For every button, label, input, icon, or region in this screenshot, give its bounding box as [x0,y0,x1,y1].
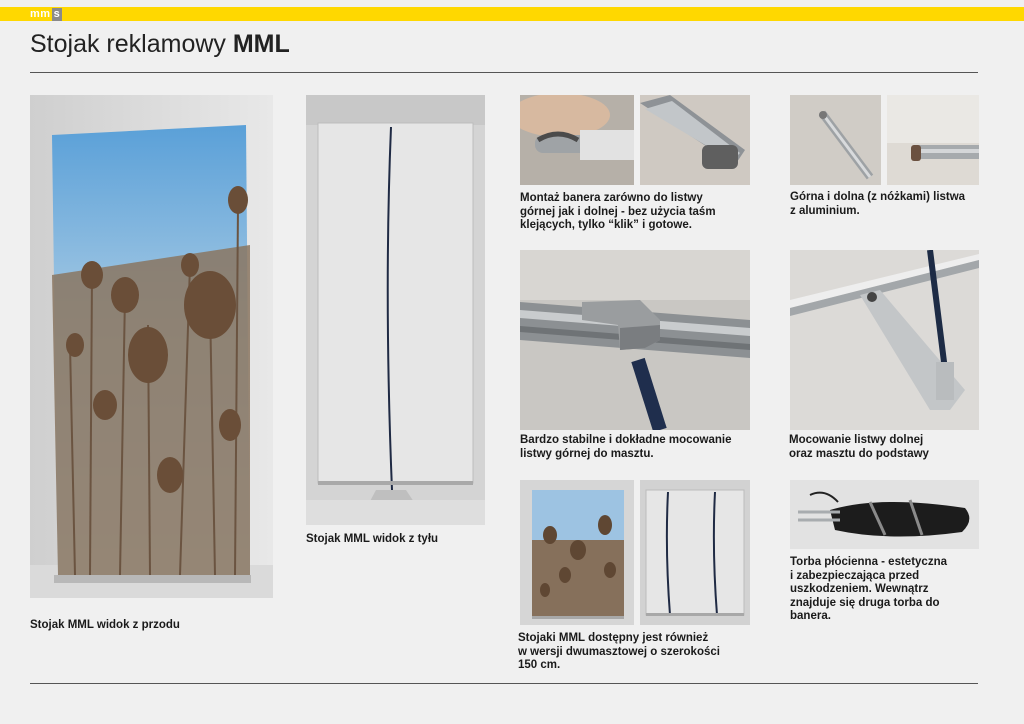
caption-carry-bag: Torba płócienna - estetyczna i zabezpieczająca przed uszkodzeniem. Wewnątrz znajduje się druga torba do banera. [790,556,947,622]
caption-front-view: Stojak MML widok z przodu [30,619,180,631]
top-mount-photo [520,250,750,430]
caption-double-mast: Stojaki MML dostępny jest również w wersji dwumasztowej o szerokości 150 cm. [518,632,720,671]
caption-rails: Górna i dolna (z nóżkami) listwa z aluminium. [790,191,966,217]
footer-divider [30,683,978,684]
double-mast-back-photo [640,480,750,625]
caption-top-mount: Bardzo stabilne i dokładne mocowanie listwy górnej do masztu. [520,434,732,460]
top-rail-photo [790,95,881,185]
banner-clip-photo [520,95,634,185]
front-view-photo [30,95,273,598]
base-mount-photo [790,250,979,430]
top-accent-bar [0,7,1024,21]
bottom-rail-end-photo [640,95,750,185]
header-divider [30,72,978,73]
carry-bag-photo [790,480,979,549]
back-view-photo [306,95,485,525]
bottom-rail-photo [887,95,979,185]
mms-logo: mm s [30,8,61,20]
double-mast-front-photo [520,480,634,625]
caption-back-view: Stojak MML widok z tyłu [306,533,439,545]
page-title: Stojak reklamowy MML [30,30,290,58]
caption-banner-mount: Montaż banera zarówno do listwy górnej jak i dolnej - bez użycia taśm klejących, tylko “klik” i gotowe. [520,192,716,231]
caption-base-mount: Mocowanie listwy dolnej oraz masztu do podstawy [789,434,929,460]
